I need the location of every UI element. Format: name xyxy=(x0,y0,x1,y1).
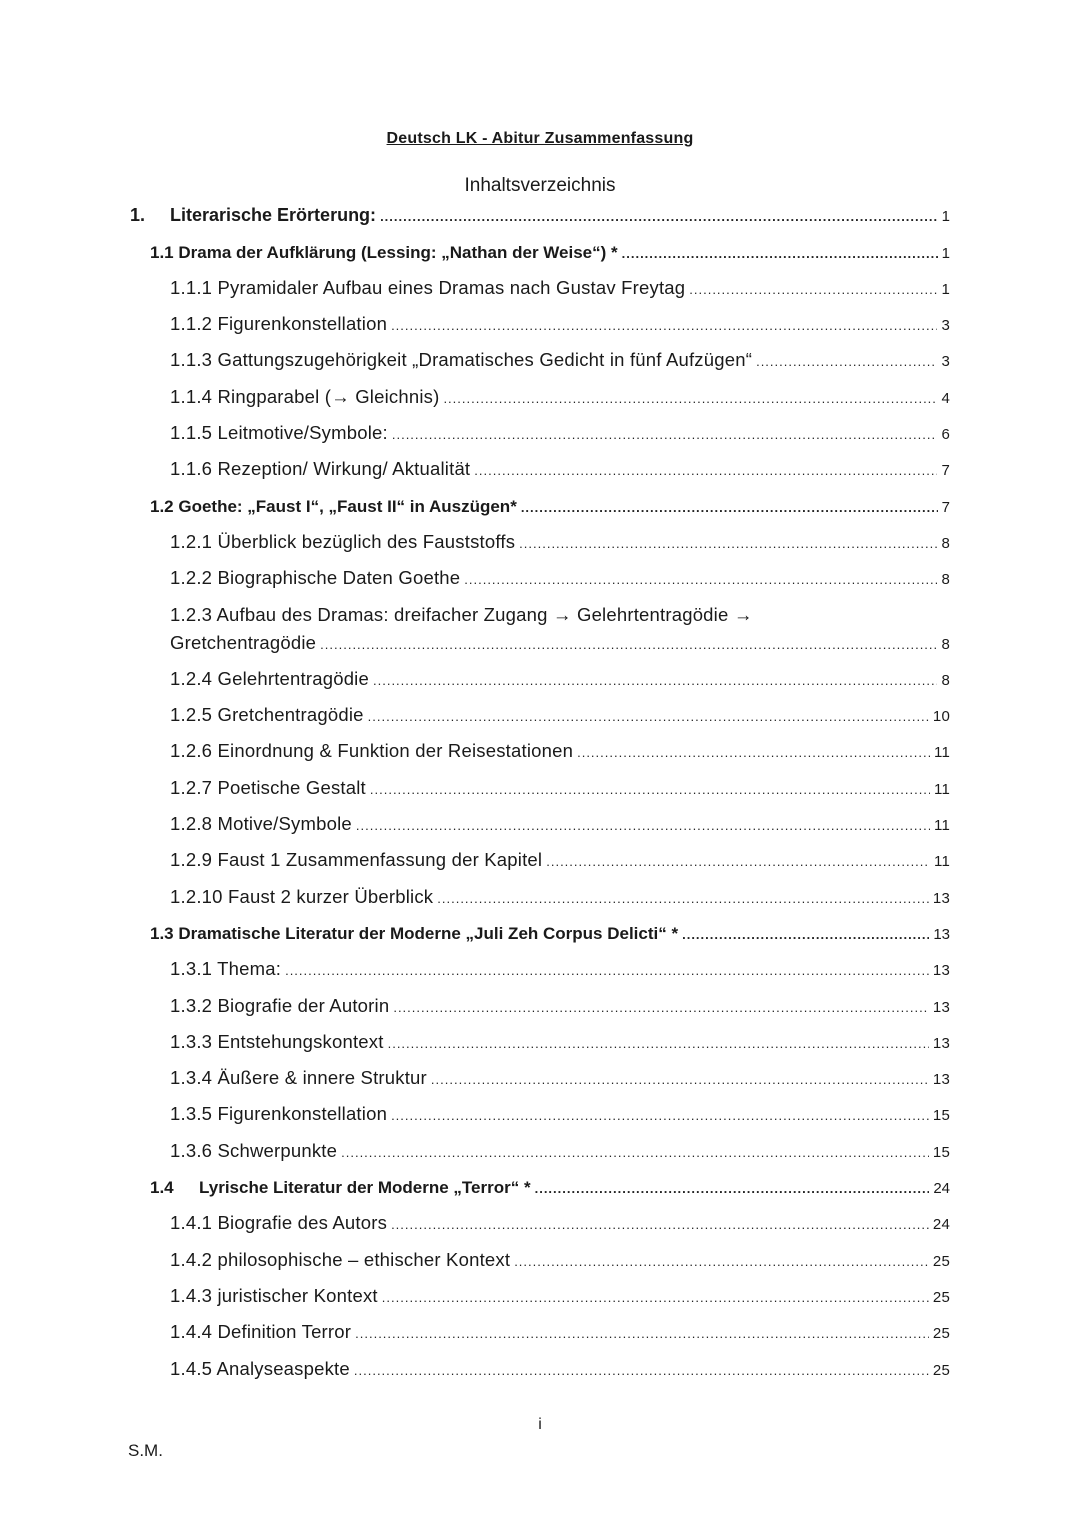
toc-entry[interactable] xyxy=(0,1132,1080,1168)
toc-page-number: 11 xyxy=(934,817,950,835)
toc-entry[interactable] xyxy=(0,1095,1080,1131)
toc-heading: Inhaltsverzeichnis xyxy=(464,175,616,196)
toc-entry[interactable] xyxy=(0,341,1080,377)
toc-entry-text: 1.2.10 Faust 2 kurzer Überblick xyxy=(170,885,434,907)
toc-page-number: 11 xyxy=(934,853,950,871)
toc-page-number: 8 xyxy=(941,635,950,653)
toc-entry-text: 1.3 Dramatische Literatur der Moderne „Juli Zeh Corpus Delicti“ * xyxy=(150,923,679,943)
toc-entry[interactable] xyxy=(0,805,1080,841)
toc-leader-dots xyxy=(355,1326,929,1341)
toc-leader-dots xyxy=(370,782,930,797)
toc-page-number: 24 xyxy=(932,1216,950,1234)
toc-entry[interactable] xyxy=(0,841,1080,877)
toc-entry[interactable] xyxy=(0,305,1080,341)
toc-entry[interactable] xyxy=(0,414,1080,450)
toc-entry[interactable] xyxy=(0,986,1080,1022)
toc-entry[interactable] xyxy=(0,523,1080,559)
toc-page-number: 11 xyxy=(934,780,950,798)
toc-entry[interactable] xyxy=(0,732,1080,768)
toc-entry[interactable] xyxy=(0,595,1080,659)
document-title: Deutsch LK - Abitur Zusammenfassung xyxy=(386,130,694,147)
toc-leader-dots xyxy=(368,709,929,724)
toc-leader-dots xyxy=(341,1145,929,1160)
toc-leader-dots xyxy=(622,246,938,261)
toc-page-number: 3 xyxy=(941,353,950,371)
toc-leader-dots xyxy=(519,536,937,551)
toc-leader-dots xyxy=(443,391,937,406)
toc-entry-text: 1.2.5 Gretchentragödie xyxy=(170,704,364,726)
toc-entry[interactable] xyxy=(0,232,1080,268)
toc-entry[interactable] xyxy=(0,1168,1080,1204)
toc-leader-dots xyxy=(391,1217,929,1232)
toc-entry[interactable] xyxy=(0,1023,1080,1059)
toc-entry-text: 1.4.4 Definition Terror xyxy=(170,1321,352,1343)
toc-leader-dots xyxy=(356,818,930,833)
toc-entry-text: 1.1.4 Ringparabel (→ Gleichnis) xyxy=(170,385,440,407)
toc-page-number: 8 xyxy=(941,571,950,589)
toc-entry[interactable] xyxy=(0,486,1080,522)
toc-entry[interactable] xyxy=(0,877,1080,913)
toc-entry-text: 1.3.4 Äußere & innere Struktur xyxy=(170,1067,427,1089)
toc-page-number: 7 xyxy=(941,462,950,480)
toc-entry[interactable] xyxy=(0,696,1080,732)
toc-entry-text: 1.1.3 Gattungszugehörigkeit „Dramatisches Gedicht in fünf Aufzügen“ xyxy=(170,349,753,371)
toc-leader-dots xyxy=(546,854,930,869)
toc-page-number: 13 xyxy=(932,962,950,980)
toc-entry[interactable] xyxy=(0,914,1080,950)
toc-page-number: 1 xyxy=(941,280,950,298)
toc-leader-dots xyxy=(373,673,937,688)
toc-entry-text: 1.2.3 Aufbau des Dramas: dreifacher Zugang → Gelehrtentragödie → xyxy=(170,603,753,625)
toc-leader-dots xyxy=(437,891,929,906)
toc-page-number: 8 xyxy=(941,671,950,689)
toc-entry-text: 1.2.4 Gelehrtentragödie xyxy=(170,667,369,689)
toc-entry[interactable] xyxy=(0,660,1080,696)
toc-leader-dots xyxy=(391,318,937,333)
toc-entry-text: 1.1.5 Leitmotive/Symbole: xyxy=(170,422,388,444)
toc-entry-text: 1.4.5 Analyseaspekte xyxy=(170,1357,350,1379)
toc-entry-text: 1.1.6 Rezeption/ Wirkung/ Aktualität xyxy=(170,458,471,480)
toc-leader-dots xyxy=(431,1072,929,1087)
toc-page-number: 3 xyxy=(941,317,950,335)
toc-page-number: 10 xyxy=(932,708,950,726)
toc-page-number: 7 xyxy=(941,498,950,516)
toc-entry[interactable] xyxy=(0,196,1080,232)
toc-entry-text: 1.4.3 juristischer Kontext xyxy=(170,1284,378,1306)
toc-leader-dots xyxy=(521,500,938,515)
toc-entry-text: 1.2.1 Überblick bezüglich des Fauststoffs xyxy=(170,530,516,552)
toc-page-number: 6 xyxy=(941,426,950,444)
toc-leader-dots xyxy=(474,463,937,478)
toc-page-number: 25 xyxy=(932,1361,950,1379)
toc-leader-dots xyxy=(535,1181,930,1196)
toc-entry-text: 1.1.1 Pyramidaler Aufbau eines Dramas nach Gustav Freytag xyxy=(170,276,686,298)
toc-leader-dots xyxy=(689,282,937,297)
toc-entry-text: 1.2.8 Motive/Symbole xyxy=(170,813,352,835)
toc-entry[interactable] xyxy=(0,1313,1080,1349)
toc-entry-text: Gretchentragödie xyxy=(170,631,317,653)
toc-entry-text: 1.2.2 Biographische Daten Goethe xyxy=(170,567,461,589)
toc-entry[interactable] xyxy=(0,1277,1080,1313)
toc-page-number: 25 xyxy=(932,1252,950,1270)
toc-leader-dots xyxy=(380,209,938,224)
toc-page-number: 8 xyxy=(941,534,950,552)
toc-leader-dots xyxy=(393,1000,929,1015)
toc-page-number: 1 xyxy=(941,208,950,226)
toc-entry[interactable] xyxy=(0,378,1080,414)
toc-page-number: 13 xyxy=(932,1071,950,1089)
toc-page-number: 4 xyxy=(941,389,950,407)
toc-entry[interactable] xyxy=(0,1204,1080,1240)
toc-entry-text: 1.2.6 Einordnung & Funktion der Reisestationen xyxy=(170,740,574,762)
toc-page-number: 1 xyxy=(941,244,950,262)
toc-page-number: 24 xyxy=(933,1180,950,1198)
toc-entry[interactable] xyxy=(0,769,1080,805)
toc-leader-dots xyxy=(354,1363,929,1378)
toc-entry-text: 1.4.1 Biografie des Autors xyxy=(170,1212,388,1234)
toc-entry[interactable] xyxy=(0,450,1080,486)
toc-page-number: 13 xyxy=(932,1034,950,1052)
toc-leader-dots xyxy=(514,1254,929,1269)
toc-entry-text: 1.4.2 philosophische – ethischer Kontext xyxy=(170,1248,511,1270)
toc-leader-dots xyxy=(320,637,937,652)
toc-entry-text: 1.3.1 Thema: xyxy=(170,958,282,980)
toc-page-number: 15 xyxy=(932,1143,950,1161)
toc-entry-text: Lyrische Literatur der Moderne „Terror“ * xyxy=(199,1178,531,1198)
toc-entry-number: 1.4 xyxy=(150,1178,174,1198)
toc-page-number: 25 xyxy=(932,1325,950,1343)
toc-page-number: 25 xyxy=(932,1288,950,1306)
toc-entry-text: 1.3.2 Biografie der Autorin xyxy=(170,994,390,1016)
toc-entry-text: 1.3.6 Schwerpunkte xyxy=(170,1139,338,1161)
toc-leader-dots xyxy=(577,745,930,760)
toc-leader-dots xyxy=(682,927,929,942)
page-number: i xyxy=(538,1416,542,1433)
toc-entry-text: 1.3.5 Figurenkonstellation xyxy=(170,1103,388,1125)
toc-entry[interactable] xyxy=(0,950,1080,986)
toc-leader-dots xyxy=(391,1108,929,1123)
toc-entry[interactable] xyxy=(0,1349,1080,1385)
toc-page-number: 11 xyxy=(934,744,950,762)
toc-leader-dots xyxy=(392,427,938,442)
toc-entry-text: 1.3.3 Entstehungskontext xyxy=(170,1030,384,1052)
toc-leader-dots xyxy=(756,354,937,369)
toc-entry[interactable] xyxy=(0,559,1080,595)
toc-page-number: 13 xyxy=(933,925,950,943)
toc-entry-text: 1.1.2 Figurenkonstellation xyxy=(170,313,388,335)
toc-page-number: 13 xyxy=(932,889,950,907)
toc-leader-dots xyxy=(388,1036,929,1051)
toc-entry-text: 1.2.7 Poetische Gestalt xyxy=(170,776,366,798)
toc-entry-text: 1.2.9 Faust 1 Zusammenfassung der Kapitel xyxy=(170,849,543,871)
toc-leader-dots xyxy=(382,1290,929,1305)
toc-entry-text: Literarische Erörterung: xyxy=(170,205,377,226)
toc-leader-dots xyxy=(285,963,929,978)
toc-page-number: 15 xyxy=(932,1107,950,1125)
toc-entry[interactable] xyxy=(0,1240,1080,1276)
toc-leader-dots xyxy=(464,572,937,587)
toc-entry-text: 1.2 Goethe: „Faust I“, „Faust II“ in Auszügen* xyxy=(150,496,517,516)
author-initials: S.M. xyxy=(128,1441,163,1460)
toc-entry[interactable] xyxy=(0,1059,1080,1095)
toc-entry-text: 1.1 Drama der Aufklärung (Lessing: „Nathan der Weise“) * xyxy=(150,242,618,262)
toc-page-number: 13 xyxy=(932,998,950,1016)
toc-entry-number: 1. xyxy=(130,205,146,226)
toc-entry[interactable] xyxy=(0,269,1080,305)
